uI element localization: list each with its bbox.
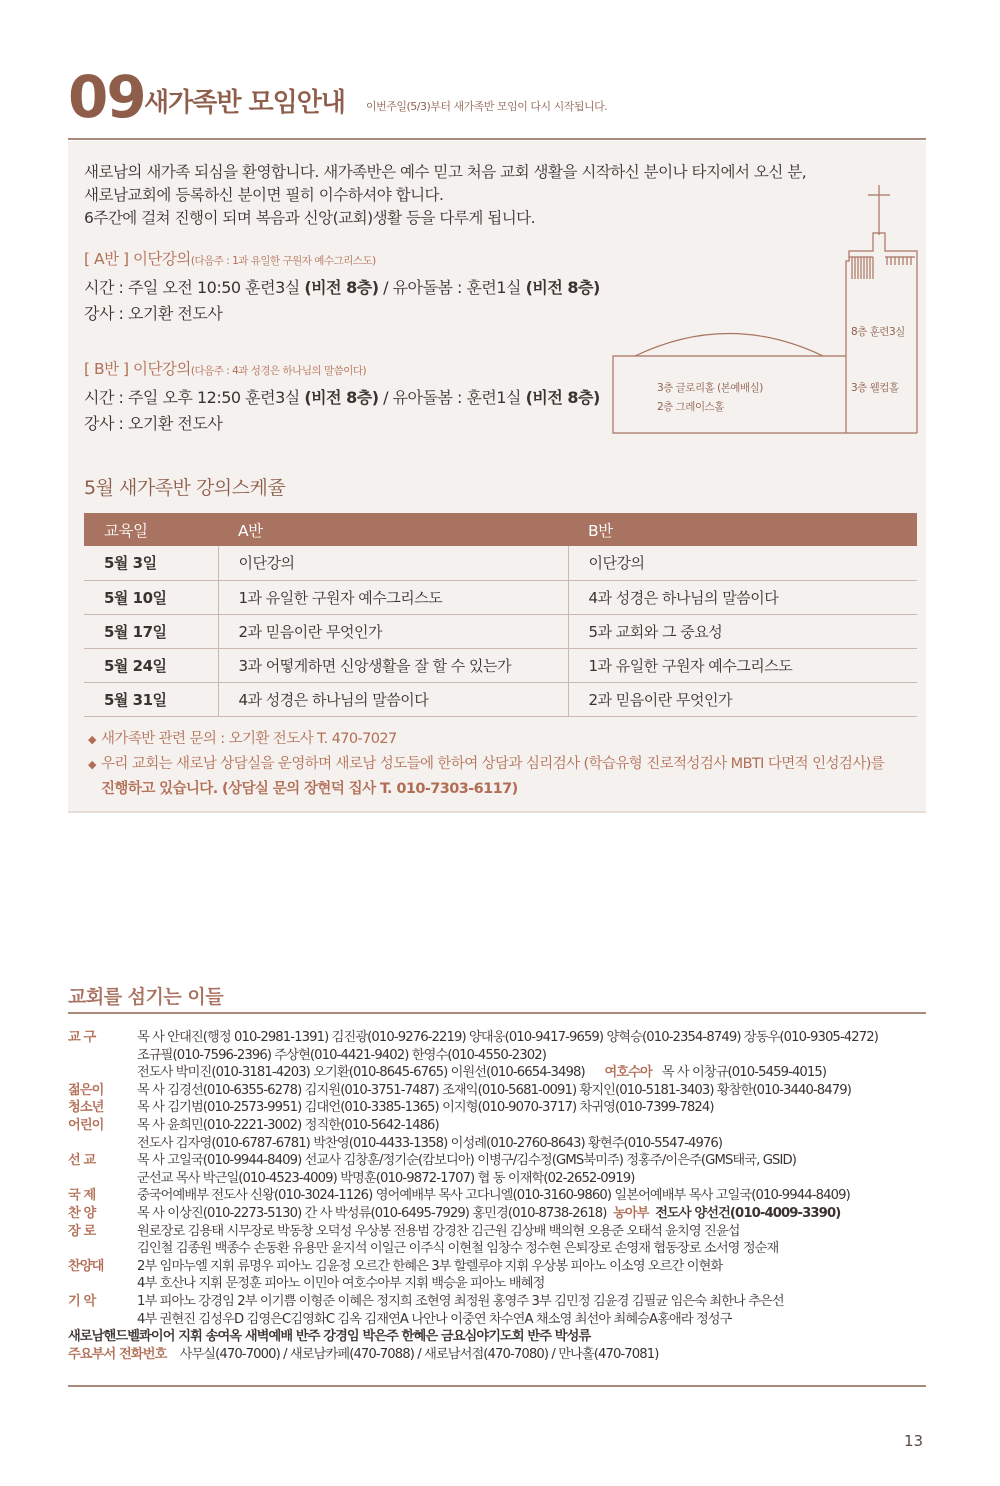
cell-class-a: 1과 유일한 구원자 예수그리스도: [218, 580, 568, 614]
staff-row: 조규필(010-7596-2396) 주상현(010-4421-9402) 한영수(010-4550-2302): [137, 1047, 546, 1063]
staff-bottom-divider: [68, 1385, 926, 1387]
staff-row: 찬양대 2부 임마누엘 지휘 류명우 피아노 김윤정 오르간 한혜은 3부 할렐루야 지휘 우상봉 피아노 이소영 오르간 이현화: [68, 1258, 723, 1274]
cell-date: 5월 3일: [84, 546, 218, 580]
header-divider: [68, 138, 926, 140]
staff-row: 전도사 박미진(010-3181-4203) 오기환(010-8645-6765) 이원선(010-6654-3498) 여호수아 목 사 이창규(010-5459-4015): [137, 1065, 827, 1081]
staff-title: 교회를 섬기는 이들: [68, 986, 224, 1008]
class-b-time: 시간 : 주일 오후 12:50 훈련3실 (비전 8층) / 유아돌봄 : 훈련1실 (비전 8층): [84, 388, 600, 407]
table-row: [84, 546, 917, 580]
staff-label: 국 제: [68, 1188, 96, 1204]
table-row: [84, 614, 917, 648]
class-a-title: [ A반 ] 이단강의(다음주 : 1과 유일한 구원자 예수그리스도): [84, 250, 376, 268]
page-number: 13: [904, 1432, 924, 1450]
cell-class-a: 4과 성경은 하나님의 말씀이다: [218, 682, 568, 716]
section-header: [68, 62, 928, 132]
staff-row: 기 악 1부 피아노 강경임 2부 이기쁨 이형준 이혜은 정지희 조현영 최정원 홍영주 3부 김민정 김윤경 김필균 임은숙 최한나 추은선: [68, 1293, 784, 1309]
cell-date: 5월 31일: [84, 682, 218, 716]
staff-label: 찬 양: [68, 1205, 96, 1221]
cell-class-b: 1과 유일한 구원자 예수그리스도: [568, 648, 917, 682]
staff-row: 어린이 목 사 윤희민(010-2221-3002) 정직한(010-5642-1486): [68, 1117, 439, 1133]
class-b-section: [84, 357, 600, 437]
staff-row: 4부 호산나 지휘 문정훈 피아노 이민아 여호수아부 지휘 백승윤 피아노 배혜정: [137, 1276, 545, 1292]
diamond-bullet-icon: ◆: [88, 758, 96, 771]
section-subtitle: 이번주일(5/3)부터 새가족반 모임이 다시 시작됩니다.: [366, 100, 608, 113]
schedule-table: [84, 513, 917, 717]
diamond-bullet-icon: ◆: [88, 733, 96, 746]
table-row: [84, 580, 917, 614]
label-8f-training: 8층 훈련3실: [851, 326, 905, 338]
staff-label: 선 교: [68, 1153, 96, 1169]
intro-line: 6주간에 걸쳐 진행이 되며 복음과 신앙(교회)생활 등을 다루게 됩니다.: [84, 209, 536, 227]
staff-label: 교 구: [68, 1030, 96, 1045]
col-header-date: 교육일: [84, 513, 218, 546]
schedule-bottom-divider: [68, 811, 926, 813]
staff-row: 4부 권현진 김성우D 김영은C김영화C 김옥 김재연A 나안나 이중연 차수연A 채소영 최선아 최혜승A홍애라 정성구: [137, 1311, 732, 1327]
class-a-section: [84, 247, 600, 327]
class-b-title: [ B반 ] 이단강의(다음주 : 4과 성경은 하나님의 말씀이다): [84, 360, 367, 378]
building-outline: [611, 181, 918, 436]
schedule-notes: [88, 727, 920, 802]
col-header-b: B반: [568, 513, 917, 546]
table-header-row: [84, 513, 917, 546]
class-a-teacher: 강사 : 오기환 전도사: [84, 304, 223, 323]
staff-row: 장 로 원로장로 김용태 시무장로 박동창 오덕성 우상봉 전용범 강경찬 김근원 김상배 백의현 오용준 오태석 윤치영 진윤섭: [68, 1223, 740, 1239]
cell-class-a: 3과 어떻게하면 신앙생활을 잘 할 수 있는가: [218, 648, 568, 682]
staff-row: 청소년 목 사 김기범(010-2573-9951) 김대언(010-3385-1365) 이지형(010-9070-3717) 차귀영(010-7399-7824): [68, 1100, 714, 1116]
staff-label: 청소년: [68, 1100, 104, 1116]
staff-label: 장 로: [68, 1223, 96, 1239]
section-number: 09: [68, 63, 145, 131]
class-a-note: (다음주 : 1과 유일한 구원자 예수그리스도): [190, 255, 376, 267]
cell-class-b: 5과 교회와 그 중요성: [568, 614, 917, 648]
label-3f-glory-hall: 3층 글로리홀 (본예배실): [657, 382, 763, 394]
class-b-note: (다음주 : 4과 성경은 하나님의 말씀이다): [190, 365, 367, 377]
staff-top-divider: [68, 1012, 926, 1014]
intro-line: 새로남교회에 등록하신 분이면 필히 이수하셔야 합니다.: [84, 186, 444, 204]
cell-class-b: 4과 성경은 하나님의 말씀이다: [568, 580, 917, 614]
intro-line: 새로남의 새가족 되심을 환영합니다. 새가족반은 예수 믿고 처음 교회 생활을 시작하신 분이나 타지에서 오신 분,: [84, 163, 807, 181]
staff-row: 선 교 목 사 고일국(010-9944-8409) 선교사 김창훈/정기순(캄보디아) 이병구/김수정(GMS북미주) 정홍주/이은주(GMS태국, GSID): [68, 1153, 796, 1169]
table-row: [84, 648, 917, 682]
cell-date: 5월 17일: [84, 614, 218, 648]
intro-panel: [68, 141, 926, 456]
staff-list: [68, 1029, 928, 1363]
cell-date: 5월 24일: [84, 648, 218, 682]
cell-class-b: 2과 믿음이란 무엇인가: [568, 682, 917, 716]
staff-row: 교 구 목 사 안대진(행정 010-2981-1391) 김진광(010-9276-2219) 양대웅(010-9417-9659) 양혁승(010-2354-8749) 장동우(010-9305-4272): [68, 1030, 878, 1045]
church-building-diagram: [611, 181, 918, 436]
table-row: [84, 682, 917, 716]
schedule-title: 5월 새가족반 강의스케쥴: [84, 477, 286, 499]
col-header-a: A반: [218, 513, 568, 546]
note-counseling: ◆ 우리 교회는 새로남 상담실을 운영하며 새로남 성도들에 한하여 상담과 심리검사 (학습유형 진로적성검사 MBTI 다면적 인성검사)를 진행하고 있습니다. (상담실 문의 장현덕 집사 T. 010-7303-6117): [88, 752, 920, 802]
staff-row: 김인철 김종원 백종수 손동환 유용만 윤지석 이일근 이주식 이현철 임창수 정수현 은퇴장로 손영재 협동장로 소서영 정순재: [137, 1241, 779, 1257]
note-contact: ◆ 새가족반 관련 문의 : 오기환 전도사 T. 470-7027: [88, 727, 920, 752]
staff-label: 기 악: [68, 1293, 96, 1309]
cell-class-b: 이단강의: [568, 546, 917, 580]
staff-row: 찬 양 목 사 이상진(010-2273-5130) 간 사 박성류(010-6495-7929) 홍민경(010-8738-2618) 농아부 전도사 양선건(010-4009-3390): [68, 1205, 841, 1221]
label-3f-welcome-hall: 3층 웰컴홀: [851, 382, 899, 394]
staff-row: 주요부서 전화번호 사무실(470-7000) / 새로남카페(470-7088) / 새로남서점(470-7080) / 만나홀(470-7081): [68, 1346, 659, 1362]
staff-row: 새로남핸드벨콰이어 지휘 송여옥 새벽예배 반주 강경임 박은주 한혜은 금요심야기도회 반주 박성류: [68, 1329, 591, 1345]
staff-label: 찬양대: [68, 1258, 104, 1274]
cell-class-a: 이단강의: [218, 546, 568, 580]
staff-label: 젊은이: [68, 1082, 104, 1098]
staff-row: 국 제 중국어예배부 전도사 신왕(010-3024-1126) 영어예배부 목사 고다니엘(010-3160-9860) 일본어예배부 목사 고일국(010-9944-8409): [68, 1188, 850, 1204]
cell-class-a: 2과 믿음이란 무엇인가: [218, 614, 568, 648]
staff-row: 젊은이 목 사 김경선(010-6355-6278) 김지원(010-3751-7487) 조재익(010-5681-0091) 황지인(010-5181-3403) 황참한(010-3440-8479): [68, 1082, 852, 1098]
staff-label: 어린이: [68, 1117, 104, 1133]
staff-row: 전도사 김자영(010-6787-6781) 박찬영(010-4433-1358) 이성례(010-2760-8643) 황현주(010-5547-4976): [137, 1135, 723, 1151]
label-2f-grace-hall: 2층 그레이스홀: [657, 401, 724, 413]
section-title: 새가족반 모임안내: [144, 88, 345, 118]
class-b-teacher: 강사 : 오기환 전도사: [84, 414, 223, 433]
class-a-time: 시간 : 주일 오전 10:50 훈련3실 (비전 8층) / 유아돌봄 : 훈련1실 (비전 8층): [84, 278, 600, 297]
cell-date: 5월 10일: [84, 580, 218, 614]
staff-row: 군선교 목사 박근일(010-4523-4009) 박명훈(010-9872-1707) 협 동 이재학(02-2652-0919): [137, 1170, 635, 1186]
